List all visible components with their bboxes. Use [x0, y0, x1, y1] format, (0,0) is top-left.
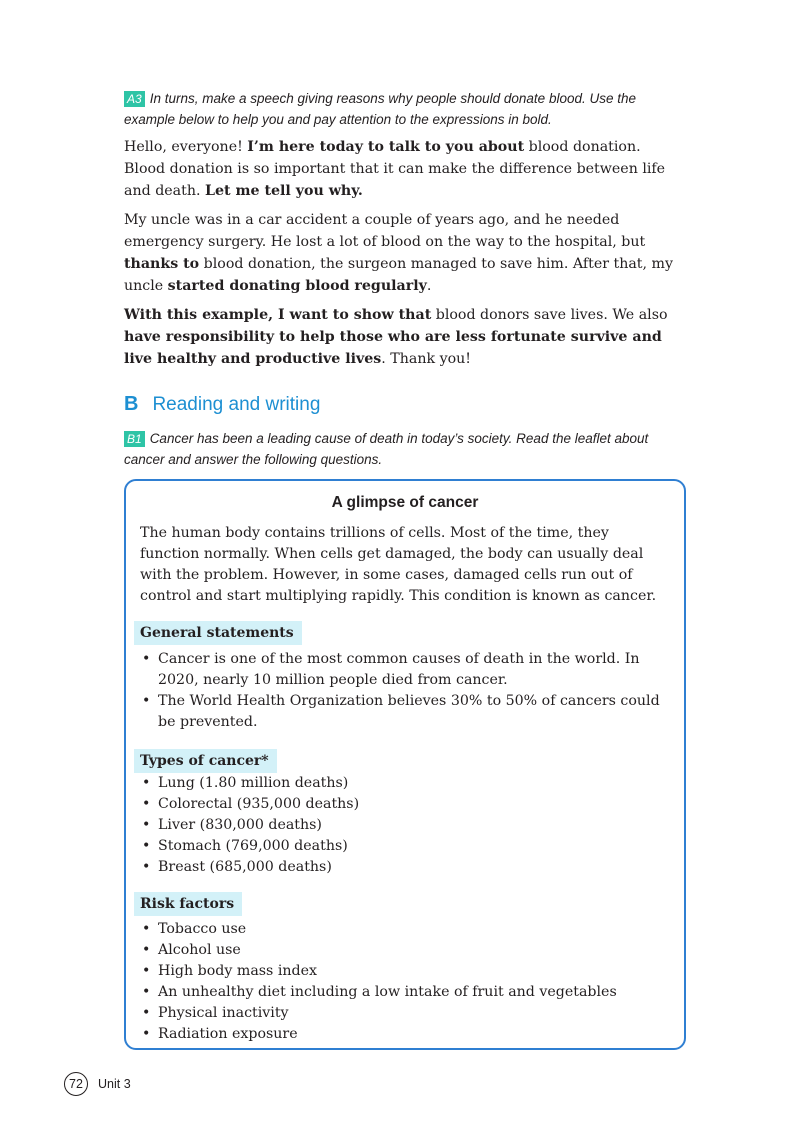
- list-item: • Alcohol use: [140, 940, 670, 961]
- list-item: • The World Health Organization believes 30% to 50% of cancers could be prevented.: [140, 691, 670, 733]
- list-item: • Stomach (769,000 deaths): [140, 836, 670, 857]
- leaflet-box: [124, 479, 686, 1050]
- types-of-cancer-list: [140, 773, 670, 878]
- list-item: • Cancer is one of the most common causes of death in the world. In 2020, nearly 10 million people died from cancer.: [140, 649, 670, 691]
- list-item: • Radiation exposure: [140, 1024, 670, 1045]
- bold-expression: have responsibility to help those who are less fortunate survive and live healthy and productive lives: [124, 329, 662, 367]
- speech-paragraph-3: [124, 304, 679, 370]
- list-item: • High body mass index: [140, 961, 670, 982]
- unit-label: Unit 3: [98, 1077, 131, 1091]
- bold-expression: started donating blood regularly: [167, 278, 427, 294]
- bold-expression: I’m here today to talk to you about: [247, 139, 525, 155]
- list-item: • Breast (685,000 deaths): [140, 857, 670, 878]
- speech-example: [124, 136, 679, 377]
- section-letter: B: [124, 393, 139, 415]
- speech-text: blood donors save lives. We also: [431, 307, 668, 323]
- risk-factors-heading: Risk factors: [134, 892, 242, 916]
- list-item: • Colorectal (935,000 deaths): [140, 794, 670, 815]
- speech-text: .: [426, 278, 432, 294]
- list-item: • Tobacco use: [140, 919, 670, 940]
- speech-text: blood donation. Blood donation is so important that it can make the difference between life and death.: [124, 139, 666, 199]
- b1-tag: B1: [124, 431, 145, 447]
- leaflet-title: A glimpse of cancer: [331, 494, 479, 511]
- leaflet-intro: The human body contains trillions of cells. Most of the time, they function normally. When cells get damaged, the body can usually deal with the problem. However, in some cases, damaged cells run out of control and start multiplying rapidly. This condition is known as cancer.: [140, 525, 657, 604]
- speech-text: Hello, everyone!: [124, 139, 248, 155]
- a3-tag: A3: [124, 91, 145, 107]
- list-item: • An unhealthy diet including a low intake of fruit and vegetables: [140, 982, 670, 1003]
- speech-paragraph-2: [124, 209, 679, 297]
- speech-text: . Thank you!: [381, 351, 471, 367]
- page-number: 72: [64, 1072, 88, 1096]
- section-title: Reading and writing: [152, 394, 321, 415]
- list-item: • Physical inactivity: [140, 1003, 670, 1024]
- list-item: • Lung (1.80 million deaths): [140, 773, 670, 794]
- bold-expression: Let me tell you why.: [204, 183, 363, 199]
- speech-paragraph-1: [124, 136, 679, 202]
- types-of-cancer-heading: Types of cancer*: [134, 749, 277, 773]
- speech-text: My uncle was in a car accident a couple of years ago, and he needed emergency surgery. He lost a lot of blood on the way to the hospital, but: [124, 212, 646, 250]
- a3-instruction: [124, 88, 664, 130]
- speech-text: blood donation, the surgeon managed to save him. After that, my uncle: [124, 256, 673, 294]
- page-footer: [64, 1072, 131, 1096]
- risk-factors-list: [140, 919, 670, 1045]
- b1-instruction-text: Cancer has been a leading cause of death in today’s society. Read the leaflet about cancer and answer the following questions.: [124, 431, 649, 467]
- b1-instruction: [124, 428, 664, 470]
- section-b-heading: [124, 393, 320, 416]
- a3-instruction-text: In turns, make a speech giving reasons why people should donate blood. Use the example below to help you and pay attention to the expressions in bold.: [124, 91, 636, 127]
- general-statements-heading: General statements: [134, 621, 302, 645]
- list-item: • Liver (830,000 deaths): [140, 815, 670, 836]
- bold-expression: With this example, I want to show that: [124, 307, 432, 323]
- bold-expression: thanks to: [124, 256, 200, 272]
- general-statements-list: [140, 649, 670, 733]
